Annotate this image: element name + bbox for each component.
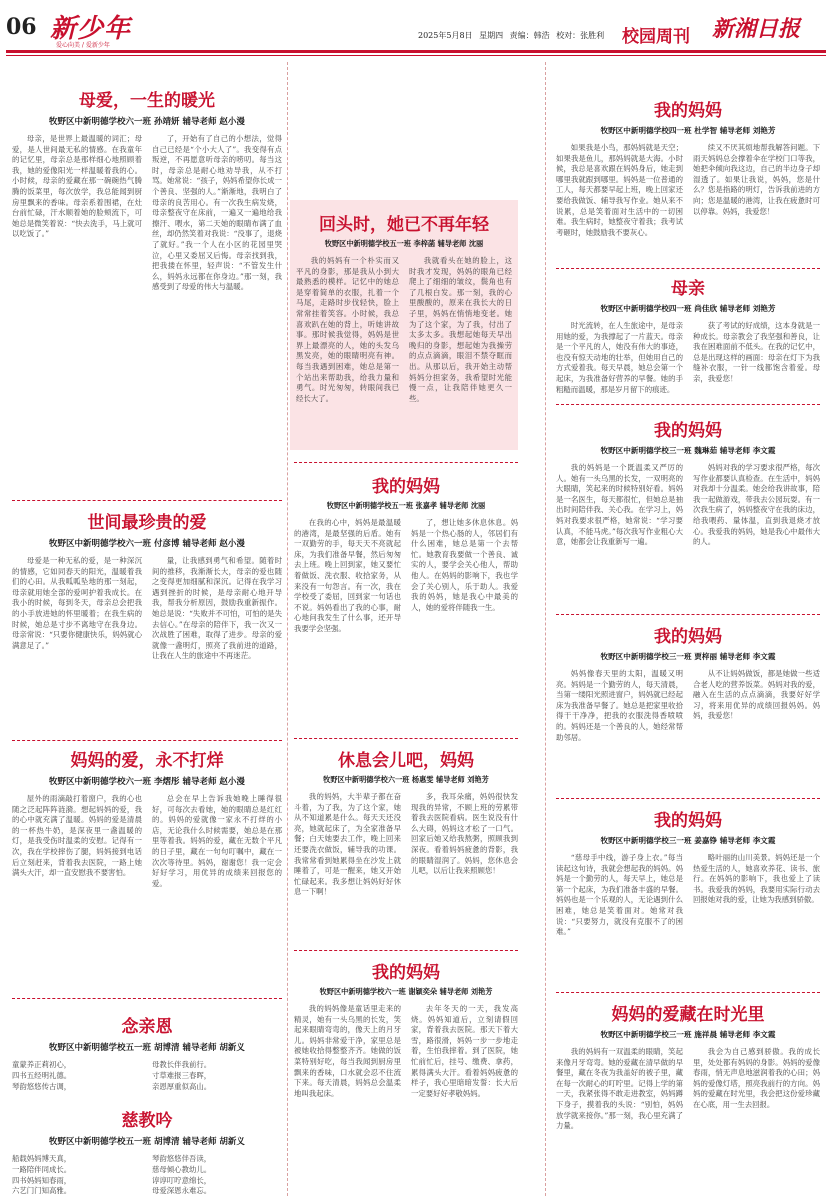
article-title: 回头时，她已不再年轻	[319, 215, 489, 235]
article-text: 我的妈妈有一双温柔的眼睛，笑起来像月牙弯弯。她的爱藏在清早做的早餐里，藏在冬夜为我盖好的被子里，藏在每一次耐心的叮咛里。记得上学的第一天，我紧张得不敢走进教室，妈妈蹲下身子，摸着我的头说：“别怕，妈妈放学就来接你。”那一刻，我心里充满了力量。	[556, 1047, 683, 1131]
article-byline: 牧野区中新明德学校五一班 张嘉孝 辅导老师 沈丽	[326, 501, 486, 510]
article-text: 了，开始有了自己的小想法，觉得自己已经是“个小大人了”。我变得有点叛逆，不再愿意听母亲的唠叨。每当这时，母亲总是耐心地劝导我，从不打骂。她常说：“孩子，妈妈希望你长成一个善良、坚强的人。”渐渐地，我明白了母亲的良苦用心。有一次我生病发烧，母亲整夜守在床前，一遍又一遍地给我擦汗、喂水，第二天她的眼睛布满了血丝，却仍然笑着对我说：“没事了，退烧了就好。”我一个人在小区的花园里哭泣，心里又委屈又后悔。母亲找到我，把我搂在怀里，轻声说：“不管发生什么，妈妈永远都在你身边。”那一刻，我感受到了母爱的伟大与温暖。	[152, 134, 282, 292]
divider	[12, 740, 282, 741]
article-love-in-time	[556, 1000, 820, 1196]
issue-weekday: 星期四	[479, 31, 504, 40]
article-love-never-closes	[12, 746, 282, 986]
editor: 责编：韩浩	[509, 31, 550, 40]
poem-lines: 童蒙养正莉初心， 四书五经明礼德。 琴韵悠悠传古调，	[12, 1060, 72, 1091]
article-text: 我就看头在她的脸上，这时我才发现，妈妈的眼角已经爬上了细细的皱纹，鬓角也有了几根白发。那一刻，我的心里酸酸的，原来在我长大的日子里，妈妈在悄悄地变老。她为了这个家，为了我，付出了太多太多。我想起她每天早出晚归的身影，想起她为我操劳的点点滴滴，眼泪不禁夺眶而出。从那以后，我开始主动帮妈妈分担家务，我希望时光能慢一点，让我陪伴她更久一些。	[409, 256, 512, 403]
article-title: 母亲	[671, 279, 705, 299]
article-my-mom-jiang	[556, 806, 820, 1002]
article-title: 母爱，一生的暖光	[79, 91, 215, 111]
article-title: 我的妈妈	[654, 627, 722, 647]
article-warm-light	[12, 86, 282, 506]
section-logo-sub: 爱心向美 / 爱新少年	[56, 42, 110, 49]
article-text: 如果我是小鸟，那妈妈就是天空；如果我是鱼儿，那妈妈就是大海。小时候，我总是喜欢跟在妈妈身后，她走到哪里我就跟到哪里。妈妈是一位普通的工人，每天都要早起上班，晚上回家还要给我做饭、辅导我写作业。她从来不说累，总是笑着面对生活中的一切困难。我生病时，她整夜守着我；我考试考砸时，她鼓励我不要灰心。	[556, 143, 683, 237]
article-byline: 牧野区中新明德学校六一班 杨惠雯 辅导老师 刘艳芳	[323, 775, 489, 784]
article-my-mom-wei	[556, 416, 820, 606]
article-my-mom-xie	[294, 958, 518, 1194]
poem-kind-teaching	[12, 1106, 282, 1196]
article-byline: 牧野区中新明德学校三一班 姜嘉铮 辅导老师 李文霞	[600, 836, 776, 845]
article-text: 多，我耳朵痛，妈妈很快发现我的异常，不顾上班的劳累带着我去医院看病。医生说没有什么大碍，妈妈这才松了一口气。回家后她又给我熬粥，照顾我到深夜。看着妈妈疲惫的背影，我的眼睛湿润了。妈妈，您休息会儿吧，以后让我来照顾您！	[411, 792, 518, 876]
article-title: 我的妈妈	[654, 421, 722, 441]
article-title: 妈妈的爱，永不打烊	[70, 751, 224, 771]
divider	[294, 462, 518, 463]
article-text: 妈妈像春天里的太阳，温暖又明亮。妈妈是一个勤劳的人，每天清晨，当第一缕阳光照进窗户，妈妈就已经起床为我准备早餐了。她总是把家里收拾得干干净净，把我的衣服洗得香喷喷的。妈妈还是一个善良的人，她经常帮助邻居。	[556, 669, 683, 742]
proofreader: 校对：张胜利	[556, 31, 605, 40]
article-text: 我的妈妈像是童话里走来的精灵，她有一头乌黑的长发，笑起来眼睛弯弯的，像天上的月牙儿。妈妈非常爱干净，家里总是被她收拾得整整齐齐。她做的饭菜特别好吃，每当我闻到厨房里飘来的香味，口水就会忍不住流下来。每天清晨，妈妈总会温柔地叫我起床。	[294, 1004, 401, 1098]
article-byline: 牧野区中新明德学校三一班 贾梓丽 辅导老师 李文霞	[600, 652, 776, 661]
article-text: 时光流转，在人生旅途中，是母亲用她的爱，为我撑起了一片蓝天。母亲是一个平凡的人，她没有伟大的事迹，也没有惊天动地的壮举，但她用自己的方式爱着我。每天早晨，她总会第一个起床，为我准备好营养的早餐。她的手粗糙而温暖，那是岁月留下的痕迹。	[556, 321, 683, 394]
column-rule	[287, 62, 288, 1196]
article-text: 略叶丽的山川美景。妈妈还是一个热爱生活的人，她喜欢养花、读书、旅行。在妈妈的影响下，我也爱上了读书。我爱我的妈妈，我要用实际行动去回报她对我的爱，让她为我感到骄傲。	[693, 853, 820, 905]
poem-byline: 牧野区中新明德学校五一班 胡博清 辅导老师 胡新义	[49, 1137, 245, 1147]
article-byline: 牧野区中新明德学校四一班 杜学智 辅导老师 刘艳芳	[600, 126, 776, 135]
article-text: 我会为自己感到骄傲。我的成长里，处处都有妈妈的身影。妈妈的爱像春雨，悄无声息地滋润着我的心田；妈妈的爱像灯塔，照亮我前行的方向。妈妈的爱藏在时光里，我会把这份爱珍藏在心底，用一生去回报。	[693, 1047, 820, 1109]
poem-title: 念亲恩	[121, 1017, 173, 1037]
article-text: 我的妈妈有一个朴实而又平凡的身影，那是我从小到大最熟悉的模样。记忆中的她总是穿着简单的衣服，扎着一个马尾，走路时步伐轻快，脸上常常挂着笑容。小时候，我总喜欢趴在她的背上，听她讲故事。那时候我觉得，妈妈是世界上最漂亮的人，她的头发乌黑发亮，她的眼睛明亮有神。每当我遇到困难，她总是第一个站出来帮助我，给我力量和勇气。时光匆匆，转眼间我已经长大了。	[296, 256, 399, 403]
article-byline: 牧野区中新明德学校六一班 付彦博 辅导老师 赵小漫	[49, 539, 245, 549]
section-logo: 新少年	[50, 14, 132, 44]
article-title: 我的妈妈	[372, 477, 440, 497]
article-text: 了，想让她多休息休息。妈妈是一个热心肠的人，邻居们有什么困难，她总是第一个去帮忙。她教育我要做一个善良、诚实的人，要学会关心他人，帮助他人。在妈妈的影响下，我也学会了关心别人，乐于助人。我爱我的妈妈，她是我心中最美的人，她的爱将伴随我一生。	[411, 518, 518, 612]
article-no-longer-young	[296, 210, 512, 446]
divider	[294, 738, 518, 739]
divider	[556, 404, 820, 405]
article-my-mom-jia	[556, 622, 820, 790]
page-number: 06	[6, 14, 37, 40]
article-text: 总会在早上告诉我她晚上睡得很好，可每次去看她，她的眼睛总是红红的。妈妈的爱就像一家永不打烊的小店，无论我什么时候需要，她总是在那里等着我。妈妈的爱，藏在无数个平凡的日子里，藏在一句句叮嘱中，藏在一次次等待里。妈妈，谢谢您！我一定会好好学习，用优异的成绩来回报您的爱。	[152, 794, 282, 888]
article-rest-mom	[294, 746, 518, 942]
divider	[556, 268, 820, 269]
article-text: 续又不厌其烦地帮我解答问题。下雨天妈妈总会撑着伞在学校门口等我，她把伞倾向我这边，自己的半边身子却湿透了。如果让我说，妈妈，您是什么？您是指路的明灯，告诉我前进的方向；您是温暖的港湾，让我在疲惫时可以停靠。妈妈，我爱您！	[693, 143, 820, 216]
article-title: 休息会儿吧，妈妈	[338, 751, 474, 771]
article-byline: 牧野区中新明德学校四一班 尚佳欣 辅导老师 刘艳芳	[600, 304, 776, 313]
article-my-mom-zhang	[294, 472, 518, 732]
article-text: 母爱是一种无私的爱，是一种深沉的情感，它如同春天的阳光，温暖着我们的心田。从我呱呱坠地的那一刻起，母亲就用她全部的爱呵护着我成长。在我小的时候，每到冬天，母亲总会把我的小手放进她的怀里暖着；在我生病的时候，她总是寸步不离地守在我身边。母亲常说：“只要你健康快乐，妈妈就心满意足了。”	[12, 556, 142, 650]
article-text: 量，让我感到勇气和希望。随着时间的推移，我渐渐长大，母亲的爱也随之变得更加细腻和深沉。记得在我学习遇到挫折的时候，是母亲耐心地开导我，帮我分析原因，鼓励我重新振作。她总是说：“失败并不可怕，可怕的是失去信心。”在母亲的陪伴下，我一次又一次战胜了困难，取得了进步。母亲的爱就像一盏明灯，照亮了我前进的道路，让我在人生的旅途中不再迷茫。	[152, 556, 282, 661]
article-byline: 牧野区中新明德学校三一班 魏琳茹 辅导老师 李文霞	[600, 446, 776, 455]
article-most-precious-love	[12, 508, 282, 738]
article-text: 在我的心中，妈妈是最温暖的港湾，是最坚强的后盾。她有一双勤劳的手，每天天不亮就起床，为我们准备早餐，然后匆匆去上班。晚上回到家，她又要忙着做饭、洗衣服、收拾家务，从来没有一句怨言。有一次，我在学校受了委屈，回到家一句话也不说。妈妈看出了我的心事，耐心地问我发生了什么事，还开导我要学会坚强。	[294, 518, 401, 633]
article-byline: 牧野区中新明德学校六一班 谢颖奕朵 辅导老师 刘艳芳	[319, 987, 493, 996]
header-rule-thin	[6, 55, 826, 56]
poem-gratitude	[12, 1012, 282, 1102]
article-text: “慈母手中线，游子身上衣。”每当读起这句诗，我就会想起我的妈妈。妈妈是一个勤劳的人，每天早上，她总是第一个起床，为我们准备丰盛的早餐。妈妈也是一个乐观的人，无论遇到什么困难，她总是笑着面对。她常对我说：“只要努力，就没有克服不了的困难。”	[556, 853, 683, 937]
article-text: 我的妈妈是一个既温柔又严厉的人。她有一头乌黑的长发，一双明亮的大眼睛，笑起来的时候特别好看。妈妈是一名医生，每天都很忙，但她总是抽出时间陪伴我、关心我。在学习上，妈妈对我要求很严格，她常说：“学习要认真，不能马虎。”每次我写作业粗心大意，她都会让我重新写一遍。	[556, 463, 683, 547]
newspaper-brand: 新湘日报	[712, 16, 801, 42]
article-byline: 牧野区中新明德学校六一班 李熠彤 辅导老师 赵小漫	[49, 777, 245, 787]
article-text: 母亲，是世界上最温暖的词汇；母爱，是人世间最无私的情感。在我童年的记忆里，母亲总是那样细心地照顾着我，她的爱像阳光一样温暖着我的心。小时候，母亲的爱藏在那一碗碗热气腾腾的饭菜里，每次放学，我总能闻到厨房里飘来的香味。母亲系着围裙，在灶台前忙碌，汗水顺着她的脸颊流下，可她总是微笑着说：“快去洗手，马上就可以吃饭了。”	[12, 134, 142, 239]
column-rule	[545, 62, 546, 1196]
article-mother	[556, 274, 820, 394]
divider	[12, 500, 282, 501]
article-text: 屋外的雨滴敲打着窗户，我的心也随之泛起阵阵涟漪。想起妈妈的爱，我的心中就充满了温暖。妈妈的爱是清晨的一杯热牛奶，是深夜里一盏温暖的灯，是我受伤时温柔的安慰。记得有一次，我在学校摔伤了腿，妈妈接到电话后立刻赶来，背着我去医院，一路上她满头大汗，却一直安慰我不要害怕。	[12, 794, 142, 878]
article-text: 妈妈对我的学习要求很严格，每次写作业都要认真检查。在生活中，妈妈对我却十分温柔。她会给我讲故事，陪我一起做游戏，带我去公园玩耍。有一次我生病了，妈妈整夜守在我的床边，给我喂药、量体温，直到我退烧才放心。我爱我的妈妈，她是我心中最伟大的人。	[693, 463, 820, 547]
article-title: 我的妈妈	[372, 963, 440, 983]
poem-title: 慈教吟	[121, 1111, 173, 1131]
article-text: 去年冬天的一天，我发高烧。妈妈知道后，立刻请假回家，背着我去医院。那天下着大雪，路很滑，妈妈一步一步地走着，生怕我摔着。到了医院，她忙前忙后，挂号、缴费、拿药，累得满头大汗。看着妈妈疲惫的样子，我心里暗暗发誓：长大后一定要好好孝敬妈妈。	[411, 1004, 518, 1098]
poem-lines: 母教长伴我前行。 寸草难报三春晖， 亲恩厚重似高山。	[152, 1060, 212, 1091]
article-byline: 牧野区中新明德学校三一班 施祥晨 辅导老师 李文霞	[600, 1030, 776, 1039]
article-title: 我的妈妈	[654, 811, 722, 831]
header-rule	[6, 50, 826, 53]
article-title: 世间最珍贵的爱	[87, 513, 207, 533]
divider	[556, 992, 820, 993]
column-name: 校园周刊	[622, 27, 690, 47]
article-title: 妈妈的爱藏在时光里	[611, 1005, 765, 1025]
article-byline: 牧野区中新明德学校六一班 孙靖妍 辅导老师 赵小漫	[49, 117, 245, 127]
divider	[556, 614, 820, 615]
article-text: 我的妈妈，大半辈子都在奋斗着，为了我，为了这个家，她从不知道累是什么。每天天还没亮，她就起床了，为全家准备早餐；白天她要去工作，晚上回来还要洗衣做饭，辅导我的功课。我常常看到她累得坐在沙发上就睡着了，可是一醒来，她又开始忙碌起来。我多想让妈妈好好休息一下啊！	[294, 792, 401, 897]
issue-meta	[418, 30, 608, 41]
divider	[556, 798, 820, 799]
article-byline: 牧野区中新明德学校五一班 李梓菡 辅导老师 沈丽	[324, 239, 484, 248]
page-header	[0, 0, 832, 50]
article-title: 我的妈妈	[654, 101, 722, 121]
poem-lines: 琴韵悠悠伴吾读， 慈母倾心教幼儿。 谆谆叮咛意绵长， 母爱深恩永难忘。	[152, 1154, 212, 1196]
issue-date: 2025年5月8日	[418, 31, 473, 40]
divider	[294, 950, 518, 951]
article-text: 从不让妈妈做饭，都是她做一些适合老人吃的营养饭菜。妈妈对我的爱，融入在生活的点点滴滴，我要好好学习，将来用优异的成绩回报妈妈。妈妈，我爱您！	[693, 669, 820, 721]
poem-byline: 牧野区中新明德学校五一班 胡博清 辅导老师 胡新义	[49, 1043, 245, 1053]
article-text: 获了考试的好成绩，这本身就是一种成长。母亲教会了我坚强和善良，让我在困难面前不低头。在我的记忆中，总是出现这样的画面：母亲在灯下为我缝补衣服，一针一线都饱含着爱。母亲，我爱您！	[693, 321, 820, 383]
divider	[12, 998, 282, 999]
poem-lines: 船载妈妈博天真， 一路陪伴同成长。 四书妈妈知春雨， 六艺门门知高雅。	[12, 1154, 72, 1196]
